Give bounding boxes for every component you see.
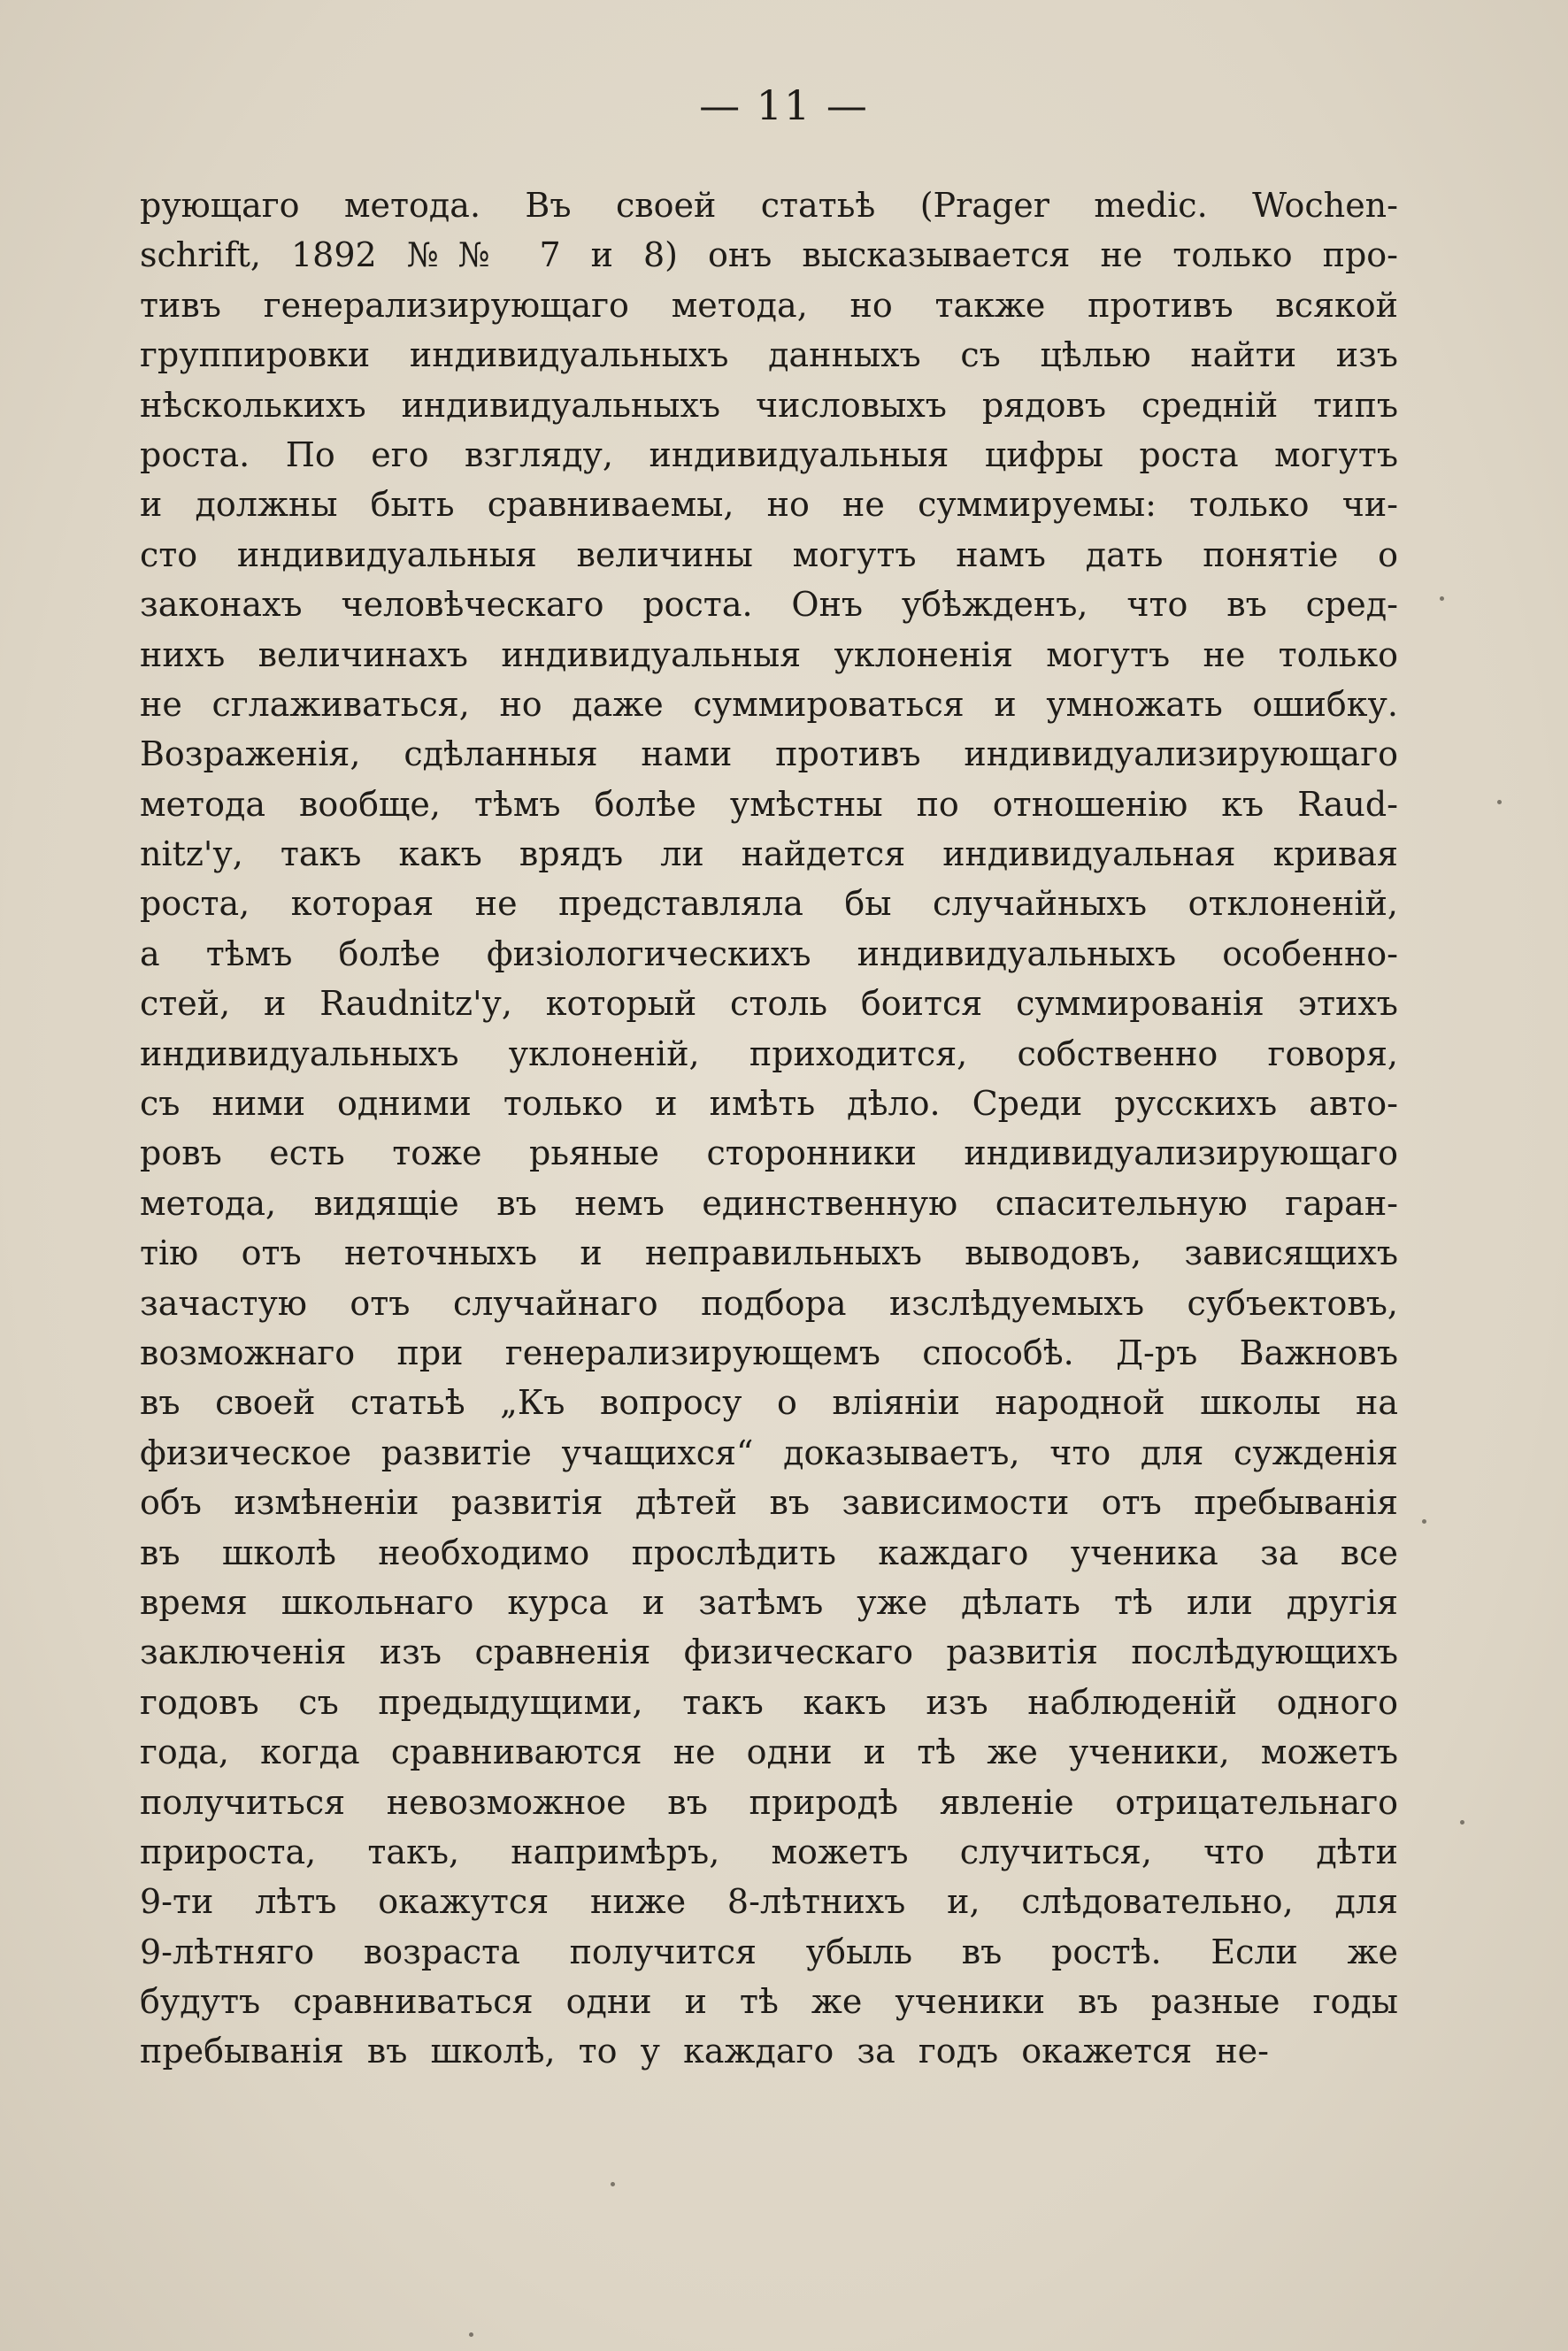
text-line: ровъ есть тоже рьяные сторонники индивидуализирующаго — [140, 1133, 1398, 1173]
text-line: не сглаживаться, но даже суммироваться и умножать ошибку. — [140, 684, 1398, 724]
paper-speck — [1422, 1519, 1426, 1524]
text-line: въ школѣ необходимо прослѣдить каждаго ученика за все — [140, 1533, 1398, 1572]
text-line: зачастую отъ случайнаго подбора изслѣдуемыхъ субъектовъ, — [140, 1283, 1398, 1323]
paper-speck — [1460, 1820, 1464, 1825]
text-line: группировки индивидуальныхъ данныхъ съ цѣлью найти изъ — [140, 335, 1398, 375]
text-line: заключенія изъ сравненія физическаго развитія послѣдующихъ — [140, 1633, 1398, 1672]
text-line: возможнаго при генерализирующемъ способѣ. Д-ръ Важновъ — [140, 1333, 1398, 1372]
text-line: индивидуальныхъ уклоненій, приходится, собственно говоря, — [140, 1033, 1398, 1073]
text-line: прироста, такъ, напримѣръ, можетъ случиться, что дѣти — [140, 1832, 1398, 1871]
text-line: рующаго метода. Въ своей статьѣ (Prager medic. Wochen- — [140, 186, 1398, 225]
text-line: роста, которая не представляла бы случайныхъ отклоненій, — [140, 884, 1398, 924]
paper-speck — [1440, 596, 1444, 601]
text-line: время школьнаго курса и затѣмъ уже дѣлать тѣ или другія — [140, 1582, 1398, 1622]
text-line: года, когда сравниваются не одни и тѣ же ученики, можетъ — [140, 1733, 1398, 1772]
text-line: Возраженія, сдѣланныя нами противъ индивидуализирующаго — [140, 734, 1398, 774]
text-line: годовъ съ предыдущими, такъ какъ изъ наблюденій одного — [140, 1682, 1398, 1722]
text-line: получиться невозможное въ природѣ явленіе отрицательнаго — [140, 1782, 1398, 1822]
text-line: роста. По его взгляду, индивидуальныя цифры роста могутъ — [140, 434, 1398, 474]
text-line: объ измѣненіи развитія дѣтей въ зависимости отъ пребыванія — [140, 1483, 1398, 1523]
text-line: тію отъ неточныхъ и неправильныхъ выводовъ, зависящихъ — [140, 1233, 1398, 1273]
paper-speck — [469, 2332, 473, 2337]
text-line: и должны быть сравниваемы, но не суммируемы: только чи- — [140, 485, 1398, 525]
page-number: — 11 — — [699, 81, 869, 129]
paper-speck — [1497, 800, 1502, 804]
text-line: сто индивидуальныя величины могутъ намъ дать понятіе о — [140, 534, 1398, 574]
text-line: нихъ величинахъ индивидуальныя уклоненія могутъ не только — [140, 634, 1398, 674]
body-text — [140, 181, 1398, 2077]
text-line: метода, видящіе въ немъ единственную спасительную гаран- — [140, 1183, 1398, 1223]
text-line: физическое развитіе учащихся“ доказываетъ, что для сужденія — [140, 1433, 1398, 1472]
text-line: 9-лѣтняго возраста получится убыль въ ростѣ. Если же — [140, 1932, 1398, 1971]
text-line: тивъ генерализирующаго метода, но также противъ всякой — [140, 285, 1398, 325]
text-line: метода вообще, тѣмъ болѣе умѣстны по отношенію къ Raud- — [140, 784, 1398, 824]
text-line: будутъ сравниваться одни и тѣ же ученики въ разные годы — [140, 1982, 1398, 2022]
text-line: пребыванія въ школѣ, то у каждаго за годъ окажется не- — [140, 2032, 1270, 2071]
text-line: въ своей статьѣ „Къ вопросу о вліяніи народной школы на — [140, 1383, 1398, 1423]
text-line: съ ними одними только и имѣть дѣло. Среди русскихъ авто- — [140, 1084, 1398, 1124]
text-line: законахъ человѣческаго роста. Онъ убѣжденъ, что въ сред- — [140, 585, 1398, 625]
text-line: нѣсколькихъ индивидуальныхъ числовыхъ рядовъ средній типъ — [140, 385, 1398, 425]
text-line: стей, и Raudnitz'у, который столь боится суммированія этихъ — [140, 984, 1398, 1024]
text-line: schrift, 1892 №№ 7 и 8) онъ высказывается не только про- — [140, 235, 1398, 275]
paper-speck — [611, 2182, 615, 2186]
text-line: nitz'у, такъ какъ врядъ ли найдется индивидуальная кривая — [140, 834, 1398, 874]
text-line: а тѣмъ болѣе физіологическихъ индивидуальныхъ особенно- — [140, 933, 1398, 973]
text-line: 9-ти лѣтъ окажутся ниже 8-лѣтнихъ и, слѣдовательно, для — [140, 1882, 1398, 1922]
